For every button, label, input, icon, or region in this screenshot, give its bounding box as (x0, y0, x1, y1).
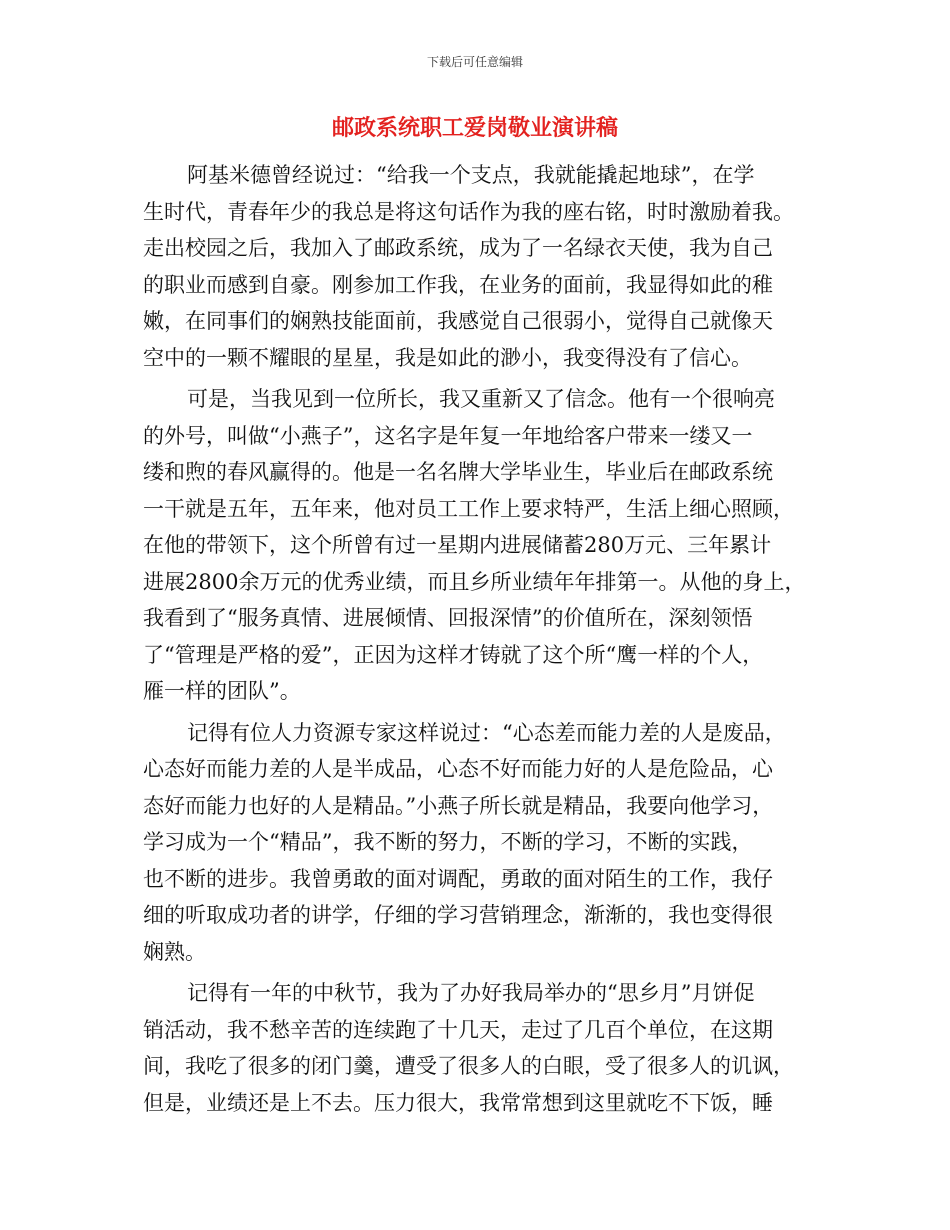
document-body (143, 157, 843, 1121)
paragraph-line: 心态好而能力差的人是半成品，心态不好而能力好的人是危险品，心 (143, 757, 773, 781)
paragraph-line: 的外号，叫做“小燕子”，这名字是年复一年地给客户带来一缕又一 (143, 423, 753, 448)
paragraph-line: 间，我吃了很多的闭门羹，遭受了很多人的白眼，受了很多人的讥讽， (143, 1054, 794, 1078)
paragraph-line: 可是，当我见到一位所长，我又重新又了信念。他有一个很响亮 (187, 387, 775, 411)
paragraph-line: 在他的带领下，这个所曾有过一星期内进展储蓄280万元、三年累计 (143, 533, 772, 557)
paragraph-line: 生时代，青春年少的我总是将这句话作为我的座右铭，时时激励着我。 (143, 199, 794, 224)
paragraph-line: 我看到了“服务真情、进展倾情、回报深情”的价值所在，深刻领悟 (143, 606, 753, 630)
paragraph-4 (143, 975, 843, 1121)
paragraph-line: 记得有一年的中秋节，我为了办好我局举办的“思乡月”月饼促 (187, 981, 755, 1005)
download-note: 下载后可任意编辑 (426, 55, 523, 69)
paragraph-line: 走出校园之后，我加入了邮政系统，成为了一名绿衣天使，我为自己 (143, 236, 773, 260)
paragraph-line: 了“管理是严格的爱”，正因为这样才铸就了这个所“鹰一样的个人， (143, 642, 764, 667)
paragraph-line: 缕和煦的春风赢得的。他是一名名牌大学毕业生，毕业后在邮政系统 (143, 460, 773, 484)
paragraph-line: 但是，业绩还是上不去。压力很大，我常常想到这里就吃不下饭，睡 (143, 1090, 773, 1115)
paragraph-line: 嫩，在同事们的娴熟技能面前，我感觉自己很弱小，觉得自己就像天 (143, 309, 773, 333)
paragraph-line: 进展2800余万元的优秀业绩，而且乡所业绩年年排第一。从他的身上， (143, 569, 806, 594)
paragraph-line: 销活动，我不愁辛苦的连续跑了十几天，走过了几百个单位，在这期 (143, 1017, 773, 1042)
paragraph-line: 学习成为一个“精品”，我不断的努力，不断的学习，不断的实践， (143, 830, 753, 854)
paragraph-line: 阿基米德曾经说过：“给我一个支点，我就能撬起地球”，在学 (187, 163, 755, 187)
paragraph-1 (143, 157, 843, 376)
paragraph-3 (143, 715, 843, 971)
paragraph-line: 细的听取成功者的讲学，仔细的学习营销理念，渐渐的，我也变得很 (143, 903, 773, 927)
paragraph-line: 的职业而感到自豪。刚参加工作我，在业务的面前，我显得如此的稚 (143, 272, 773, 297)
paragraph-line: 记得有位人力资源专家这样说过：“心态差而能力差的人是废品， (187, 720, 786, 745)
paragraph-line: 空中的一颗不耀眼的星星，我是如此的渺小，我变得没有了信心。 (143, 345, 752, 370)
paragraph-line: 也不断的进步。我曾勇敢的面对调配，勇敢的面对陌生的工作，我仔 (143, 866, 773, 891)
paragraph-line: 娴熟。 (143, 939, 206, 964)
paragraph-line: 态好而能力也好的人是精品。”小燕子所长就是精品，我要向他学习， (143, 793, 774, 818)
document-title: 邮政系统职工爱岗敬业演讲稿 (331, 115, 618, 141)
paragraph-line: 一干就是五年，五年来，他对员工工作上要求特严，生活上细心照顾， (143, 496, 794, 521)
paragraph-2 (143, 381, 843, 710)
paragraph-line: 雁一样的团队”。 (143, 679, 301, 703)
